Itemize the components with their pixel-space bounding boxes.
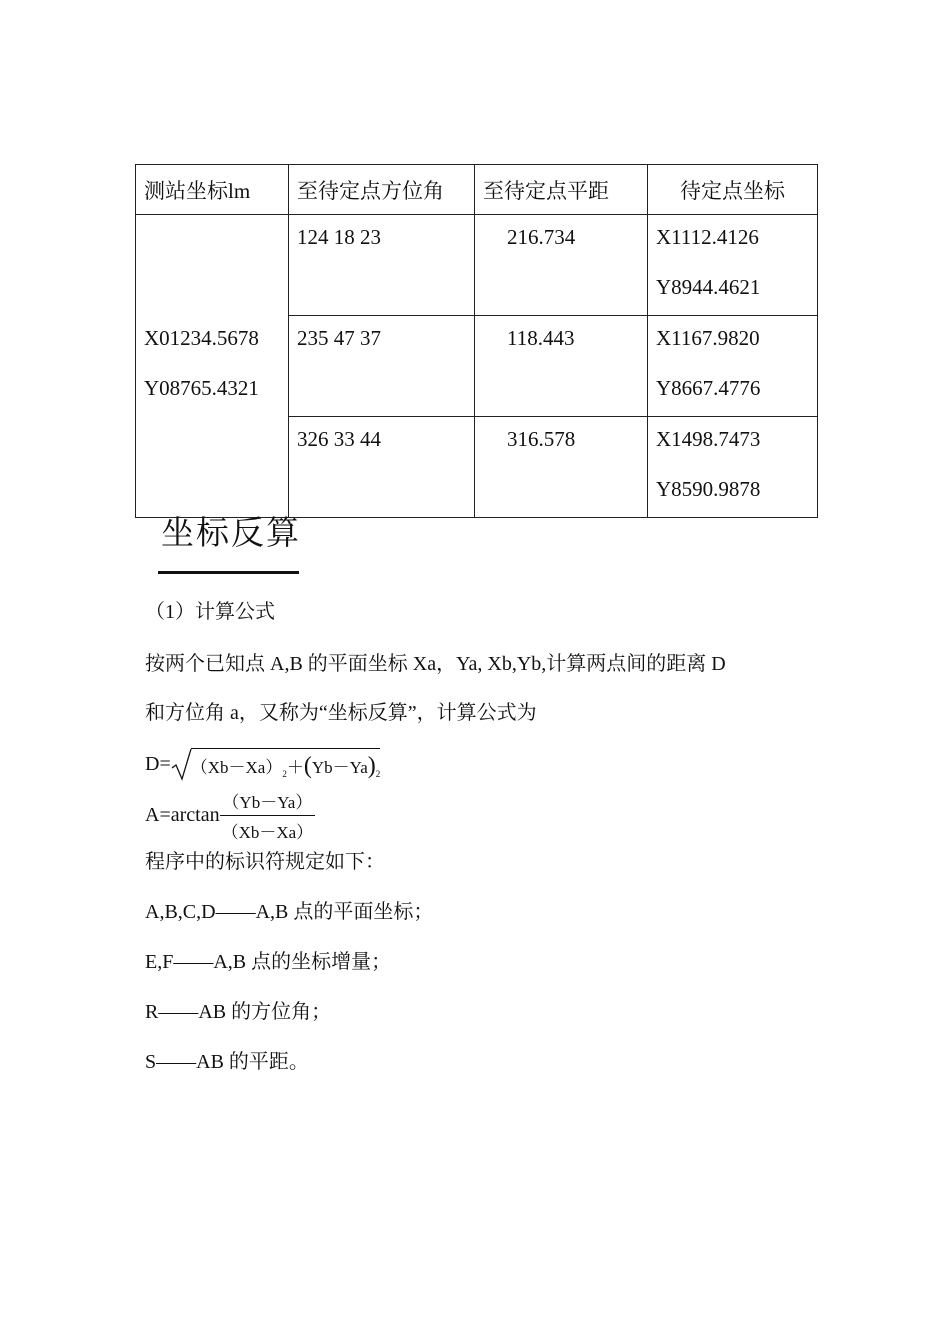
fraction-denominator: （Xb－Xa）	[221, 823, 314, 842]
intro-line-1: 按两个已知点 A,B 的平面坐标 Xa，Ya, Xb,Yb,计算两点间的距离 D	[145, 653, 726, 675]
distance-cell: 216.734	[475, 215, 648, 316]
identifier-item: R——AB 的方位角；	[145, 1001, 332, 1023]
coordinate-table	[135, 164, 818, 518]
distance-cell: 316.578	[475, 417, 648, 518]
header-azimuth: 至待定点方位角	[289, 165, 475, 215]
title-underline	[158, 571, 299, 574]
formula-a-lead: A=arctan	[145, 804, 220, 826]
station-x: X01234.5678	[144, 326, 259, 350]
section-title: 坐标反算	[161, 516, 301, 552]
identifier-item: S——AB 的平距。	[145, 1051, 309, 1073]
station-coordinates-cell	[136, 215, 289, 518]
intro-line-2: 和方位角 a，又称为“坐标反算”，计算公式为	[145, 702, 537, 724]
azimuth-cell: 235 47 37	[289, 316, 475, 417]
azimuth-formula	[145, 788, 315, 843]
identifier-item: E,F——A,B 点的坐标增量；	[145, 951, 392, 973]
formula-d-lead: D=	[145, 752, 171, 775]
table-row	[136, 215, 818, 316]
header-target-coords: 待定点坐标	[648, 165, 818, 215]
azimuth-cell: 326 33 44	[289, 417, 475, 518]
fraction-numerator: （Yb－Ya）	[220, 788, 316, 816]
identifier-intro: 程序中的标识符规定如下：	[145, 851, 385, 873]
radical-sign-icon	[171, 748, 193, 782]
header-distance: 至待定点平距	[475, 165, 648, 215]
station-y: Y08765.4321	[144, 376, 259, 400]
fraction	[220, 788, 316, 843]
azimuth-cell: 124 18 23	[289, 215, 475, 316]
target-coords-cell: X1167.9820 Y8667.4776	[648, 316, 818, 417]
subsection-heading: （1）计算公式	[145, 601, 275, 623]
distance-formula	[145, 748, 380, 782]
distance-cell: 118.443	[475, 316, 648, 417]
table-header-row	[136, 165, 818, 215]
identifier-item: A,B,C,D——A,B 点的平面坐标；	[145, 901, 434, 923]
header-station-coords: 测站坐标lm	[136, 165, 289, 215]
target-coords-cell: X1112.4126 Y8944.4621	[648, 215, 818, 316]
radicand: $(Xb-Xa)^2+(Yb-Ya)^2$	[191, 748, 381, 780]
target-coords-cell: X1498.7473 Y8590.9878	[648, 417, 818, 518]
square-root	[171, 748, 381, 780]
